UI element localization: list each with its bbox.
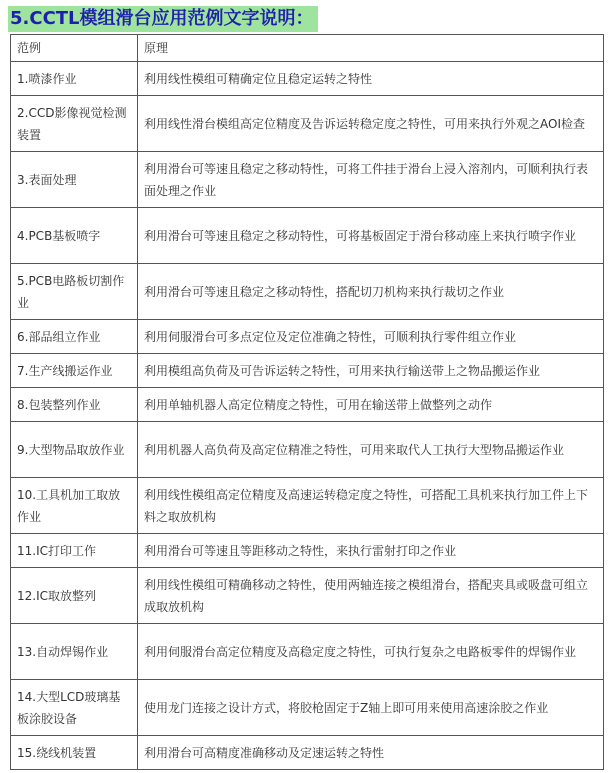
example-cell: 8.包装整列作业: [11, 388, 138, 422]
example-cell: 4.PCB基板喷字: [11, 208, 138, 264]
principle-cell: 利用线性模组高定位精度及高速运转稳定度之特性，可搭配工具机来执行加工件上下料之取放机构: [138, 478, 604, 534]
table-row: [11, 388, 604, 422]
table-row: [11, 534, 604, 568]
table-row: [11, 264, 604, 320]
example-cell: 3.表面处理: [11, 152, 138, 208]
table-row: [11, 152, 604, 208]
example-cell: 5.PCB电路板切割作业: [11, 264, 138, 320]
principle-cell: 利用线性模组可精确移动之特性，使用两轴连接之模组滑台，搭配夹具或吸盘可组立成取放机构: [138, 568, 604, 624]
table-body: [11, 62, 604, 770]
column-header-example: 范例: [11, 35, 138, 62]
principle-cell: 利用滑台可等速且等距移动之特性，来执行雷射打印之作业: [138, 534, 604, 568]
application-examples-table: [10, 34, 604, 770]
example-cell: 2.CCD影像视觉检测装置: [11, 96, 138, 152]
table-row: [11, 624, 604, 680]
principle-cell: 利用伺服滑台高定位精度及高稳定度之特性，可执行复杂之电路板零件的焊锡作业: [138, 624, 604, 680]
application-examples-table-container: [10, 34, 603, 770]
example-cell: 11.IC打印工作: [11, 534, 138, 568]
example-cell: 12.IC取放整列: [11, 568, 138, 624]
page-title: 5.CCTL模组滑台应用范例文字说明：: [8, 6, 318, 32]
principle-cell: 利用滑台可高精度准确移动及定速运转之特性: [138, 736, 604, 770]
table-header-row: [11, 35, 604, 62]
table-row: [11, 208, 604, 264]
table-row: [11, 62, 604, 96]
column-header-principle: 原理: [138, 35, 604, 62]
principle-cell: 利用线性滑台模组高定位精度及告诉运转稳定度之特性，可用来执行外观之AOI检查: [138, 96, 604, 152]
table-row: [11, 354, 604, 388]
example-cell: 14.大型LCD玻璃基板涂胶设备: [11, 680, 138, 736]
principle-cell: 使用龙门连接之设计方式，将胶枪固定于Z轴上即可用来使用高速涂胶之作业: [138, 680, 604, 736]
principle-cell: 利用滑台可等速且稳定之移动特性，搭配切刀机构来执行裁切之作业: [138, 264, 604, 320]
table-row: [11, 320, 604, 354]
principle-cell: 利用线性模组可精确定位且稳定运转之特性: [138, 62, 604, 96]
example-cell: 7.生产线搬运作业: [11, 354, 138, 388]
principle-cell: 利用模组高负荷及可告诉运转之特性，可用来执行输送带上之物品搬运作业: [138, 354, 604, 388]
example-cell: 15.绕线机装置: [11, 736, 138, 770]
table-row: [11, 680, 604, 736]
table-row: [11, 422, 604, 478]
example-cell: 1.喷漆作业: [11, 62, 138, 96]
principle-cell: 利用伺服滑台可多点定位及定位准确之特性，可顺利执行零件组立作业: [138, 320, 604, 354]
principle-cell: 利用机器人高负荷及高定位精准之特性，可用来取代人工执行大型物品搬运作业: [138, 422, 604, 478]
table-row: [11, 96, 604, 152]
example-cell: 9.大型物品取放作业: [11, 422, 138, 478]
example-cell: 13.自动焊锡作业: [11, 624, 138, 680]
example-cell: 6.部品组立作业: [11, 320, 138, 354]
table-row: [11, 478, 604, 534]
principle-cell: 利用滑台可等速且稳定之移动特性，可将工件挂于滑台上浸入溶剂内，可顺利执行表面处理之作业: [138, 152, 604, 208]
principle-cell: 利用滑台可等速且稳定之移动特性，可将基板固定于滑台移动座上来执行喷字作业: [138, 208, 604, 264]
principle-cell: 利用单轴机器人高定位精度之特性，可用在输送带上做整列之动作: [138, 388, 604, 422]
table-row: [11, 736, 604, 770]
example-cell: 10.工具机加工取放作业: [11, 478, 138, 534]
table-row: [11, 568, 604, 624]
